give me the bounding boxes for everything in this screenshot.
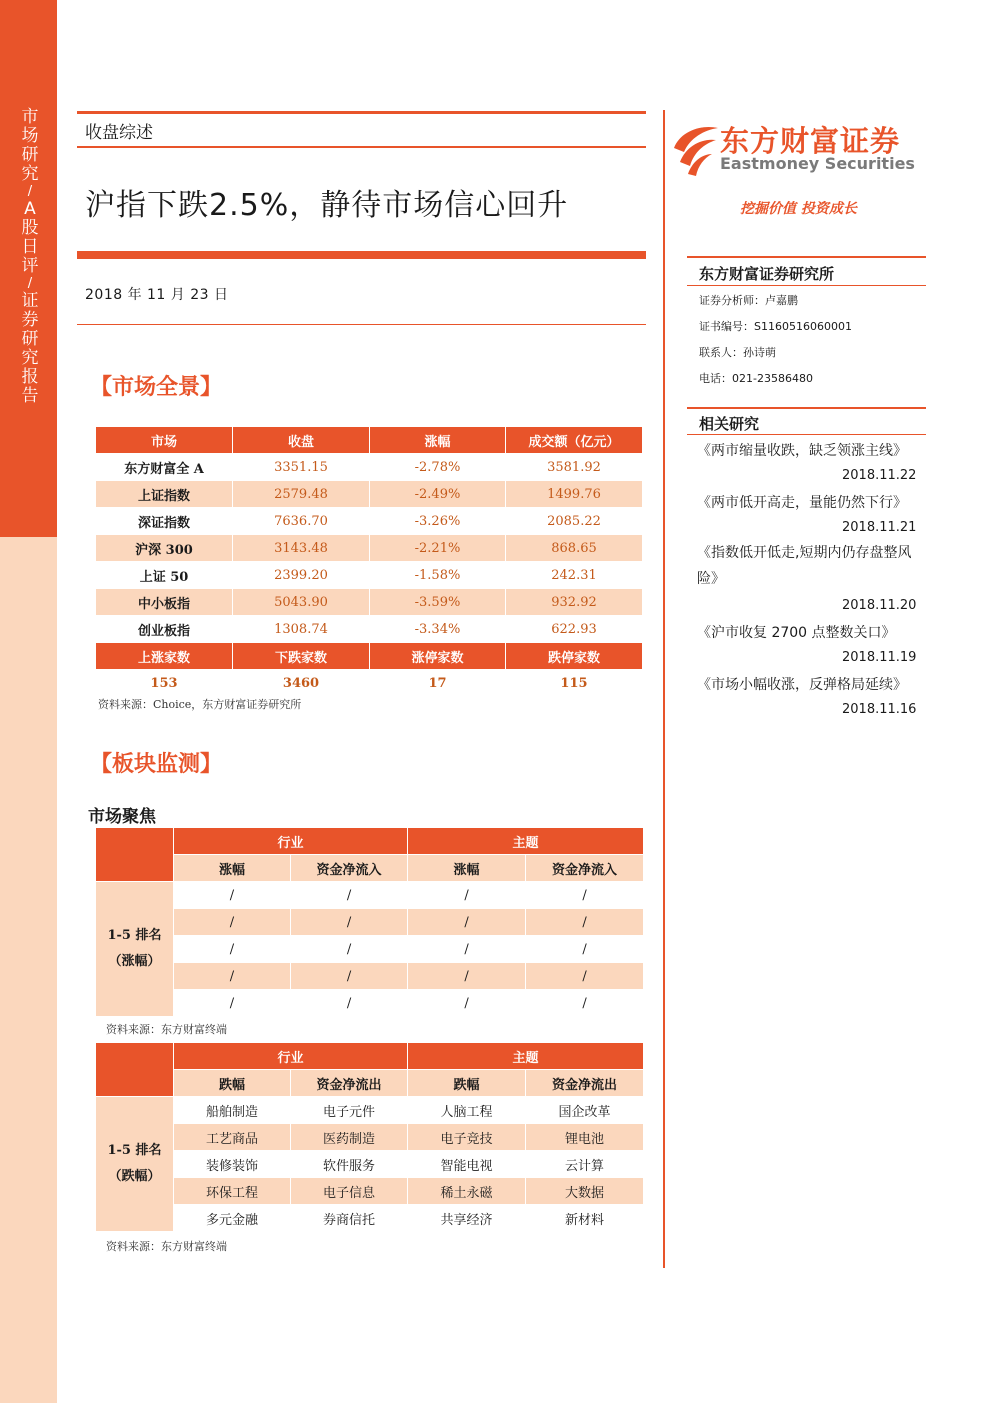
count-label-up: 上涨家数 bbox=[96, 643, 233, 670]
close-cell: 2579.48 bbox=[233, 481, 370, 508]
loss-corner bbox=[96, 1043, 174, 1097]
overview-row bbox=[96, 589, 643, 616]
institute-name: 东方财富证券研究所 bbox=[699, 265, 835, 283]
close-cell: 5043.90 bbox=[233, 589, 370, 616]
gain-group-industry: 行业 bbox=[174, 828, 408, 855]
close-cell: 3143.48 bbox=[233, 535, 370, 562]
vertical-glyph: 券 bbox=[21, 310, 39, 330]
sector-cell: / bbox=[526, 990, 644, 1017]
loss-group-theme: 主题 bbox=[408, 1043, 644, 1070]
loss-group-industry: 行业 bbox=[174, 1043, 408, 1070]
sector-row bbox=[96, 882, 644, 909]
header-rule-2 bbox=[77, 146, 646, 148]
vertical-glyph: 报 bbox=[21, 367, 39, 387]
related-item-date: 2018.11.19 bbox=[842, 650, 917, 665]
report-date: 2018 年 11 月 23 日 bbox=[85, 287, 229, 303]
gain-col-2: 资金净流入 bbox=[291, 855, 408, 882]
change-cell: -3.26% bbox=[370, 508, 506, 535]
turnover-cell: 622.93 bbox=[506, 616, 643, 643]
sector-cell: / bbox=[291, 963, 408, 990]
vertical-glyph: 证 bbox=[21, 291, 39, 311]
rank-row-label bbox=[96, 1097, 174, 1232]
change-cell: -2.78% bbox=[370, 454, 506, 481]
turnover-cell: 3581.92 bbox=[506, 454, 643, 481]
sector-cell: 医药制造 bbox=[291, 1124, 408, 1151]
rank-label-line-1: 1-5 排名 bbox=[107, 1143, 162, 1158]
sector-cell: 环保工程 bbox=[174, 1178, 291, 1205]
turnover-cell: 2085.22 bbox=[506, 508, 643, 535]
phone: 电话：021-23586480 bbox=[699, 372, 813, 385]
sector-cell: / bbox=[526, 963, 644, 990]
close-cell: 2399.20 bbox=[233, 562, 370, 589]
vertical-separator: / bbox=[27, 184, 33, 199]
related-item-title[interactable]: 《指数低开低走,短期内仍存盘整风险》 bbox=[697, 545, 912, 587]
sector-cell: 国企改革 bbox=[526, 1097, 644, 1124]
loss-rows bbox=[96, 1097, 644, 1232]
change-cell: -2.49% bbox=[370, 481, 506, 508]
overview-row bbox=[96, 616, 643, 643]
overview-row bbox=[96, 562, 643, 589]
loss-col-2: 资金净流出 bbox=[291, 1070, 408, 1097]
vertical-part-2 bbox=[19, 200, 41, 276]
sector-cell: / bbox=[174, 909, 291, 936]
vertical-glyph: A bbox=[24, 199, 36, 219]
count-value-limit-down: 115 bbox=[506, 670, 643, 697]
contact: 联系人：孙诗萌 bbox=[699, 346, 776, 359]
gain-col-1: 涨幅 bbox=[174, 855, 291, 882]
vertical-glyph: 研 bbox=[21, 145, 39, 165]
sector-row bbox=[96, 936, 644, 963]
vertical-separator: / bbox=[27, 276, 33, 291]
market-cell: 东方财富全 A bbox=[96, 454, 233, 481]
date-rule bbox=[77, 324, 646, 325]
sector-cell: / bbox=[174, 936, 291, 963]
sector-cell: 新材料 bbox=[526, 1205, 644, 1232]
related-item-title[interactable]: 《两市缩量收跌，缺乏领涨主线》 bbox=[697, 443, 907, 459]
sector-loss-table bbox=[95, 1042, 644, 1232]
sector-cell: 多元金融 bbox=[174, 1205, 291, 1232]
sector-gain-table bbox=[95, 827, 644, 1017]
market-cell: 中小板指 bbox=[96, 589, 233, 616]
related-item-date: 2018.11.20 bbox=[842, 598, 917, 613]
brand-slogan: 挖掘价值 投资成长 bbox=[740, 201, 857, 217]
col-header-turnover: 成交额（亿元） bbox=[506, 427, 643, 454]
col-header-close: 收盘 bbox=[233, 427, 370, 454]
col-header-change: 涨幅 bbox=[370, 427, 506, 454]
vertical-part-3 bbox=[19, 292, 41, 406]
sector-cell: / bbox=[174, 882, 291, 909]
vertical-glyph: 股 bbox=[21, 218, 39, 238]
related-rule-bottom bbox=[687, 434, 926, 435]
related-rule-top bbox=[687, 407, 926, 409]
count-label-down: 下跌家数 bbox=[233, 643, 370, 670]
sector-cell: 软件服务 bbox=[291, 1151, 408, 1178]
sector-cell: 船舶制造 bbox=[174, 1097, 291, 1124]
sector-cell: / bbox=[408, 936, 526, 963]
count-label-limit-up: 涨停家数 bbox=[370, 643, 506, 670]
sector-cell: / bbox=[408, 990, 526, 1017]
change-cell: -1.58% bbox=[370, 562, 506, 589]
sector-cell: 工艺商品 bbox=[174, 1124, 291, 1151]
sector-cell: / bbox=[526, 936, 644, 963]
sector-cell: / bbox=[291, 936, 408, 963]
vertical-category bbox=[19, 108, 41, 406]
sector-cell: 电子竞技 bbox=[408, 1124, 526, 1151]
cert-number: 证书编号：S1160516060001 bbox=[699, 320, 852, 333]
page-title: 沪指下跌2.5%，静待市场信心回升 bbox=[85, 188, 569, 223]
overview-row bbox=[96, 535, 643, 562]
sector-cell: / bbox=[291, 990, 408, 1017]
vertical-glyph: 日 bbox=[21, 237, 39, 257]
sector-cell: 券商信托 bbox=[291, 1205, 408, 1232]
turnover-cell: 1499.76 bbox=[506, 481, 643, 508]
sector-cell: / bbox=[174, 990, 291, 1017]
rank-label-line-2: （涨幅） bbox=[108, 954, 161, 969]
brand-name-cn: 东方财富证券 bbox=[720, 124, 901, 158]
sector-cell: 人脑工程 bbox=[408, 1097, 526, 1124]
analyst: 证券分析师：卢嘉鹏 bbox=[699, 294, 798, 307]
related-title: 相关研究 bbox=[699, 415, 760, 433]
market-cell: 创业板指 bbox=[96, 616, 233, 643]
title-rule-thick bbox=[77, 251, 646, 259]
institute-rule-bottom bbox=[687, 285, 926, 286]
sector-cell: 智能电视 bbox=[408, 1151, 526, 1178]
overview-heading: 【市场全景】 bbox=[90, 375, 223, 400]
sector-cell: 锂电池 bbox=[526, 1124, 644, 1151]
header-rule-top bbox=[77, 111, 646, 114]
related-item-date: 2018.11.22 bbox=[842, 468, 917, 483]
brand-name-en: Eastmoney Securities bbox=[720, 154, 915, 173]
section-label: 收盘综述 bbox=[85, 123, 153, 143]
gain-corner bbox=[96, 828, 174, 882]
vertical-glyph: 研 bbox=[21, 329, 39, 349]
sector-row bbox=[96, 1097, 644, 1124]
sector-cell: / bbox=[408, 882, 526, 909]
vertical-glyph: 究 bbox=[21, 348, 39, 368]
count-value-up: 153 bbox=[96, 670, 233, 697]
gain-col-4: 资金净流入 bbox=[526, 855, 644, 882]
close-cell: 1308.74 bbox=[233, 616, 370, 643]
sector-cell: / bbox=[291, 882, 408, 909]
sector-row bbox=[96, 909, 644, 936]
rank-label-line-2: （跌幅） bbox=[108, 1169, 161, 1184]
sector-cell: 电子元件 bbox=[291, 1097, 408, 1124]
related-item-date: 2018.11.16 bbox=[842, 702, 917, 717]
related-item-date: 2018.11.21 bbox=[842, 520, 917, 535]
sector-cell: / bbox=[408, 909, 526, 936]
overview-rows bbox=[96, 454, 643, 643]
institute-rule-top bbox=[687, 256, 926, 258]
vertical-glyph: 评 bbox=[21, 256, 39, 276]
sectors-subtitle: 市场聚焦 bbox=[88, 807, 156, 827]
turnover-cell: 868.65 bbox=[506, 535, 643, 562]
market-cell: 上证指数 bbox=[96, 481, 233, 508]
related-item-title[interactable]: 《市场小幅收涨，反弹格局延续》 bbox=[697, 677, 907, 693]
col-header-market: 市场 bbox=[96, 427, 233, 454]
rank-row-label bbox=[96, 882, 174, 1017]
sector-row bbox=[96, 990, 644, 1017]
sector-row bbox=[96, 1205, 644, 1232]
sector-cell: / bbox=[526, 882, 644, 909]
sector-row bbox=[96, 1178, 644, 1205]
sector-row bbox=[96, 1124, 644, 1151]
sector-cell: / bbox=[291, 909, 408, 936]
loss-col-3: 跌幅 bbox=[408, 1070, 526, 1097]
sector-cell: 云计算 bbox=[526, 1151, 644, 1178]
count-label-limit-down: 跌停家数 bbox=[506, 643, 643, 670]
sector-cell: 电子信息 bbox=[291, 1178, 408, 1205]
loss-col-1: 跌幅 bbox=[174, 1070, 291, 1097]
close-cell: 3351.15 bbox=[233, 454, 370, 481]
market-cell: 深证指数 bbox=[96, 508, 233, 535]
overview-table bbox=[95, 426, 643, 697]
turnover-cell: 932.92 bbox=[506, 589, 643, 616]
sectors-heading: 【板块监测】 bbox=[90, 752, 223, 777]
gain-source: 资料来源：东方财富终端 bbox=[106, 1023, 227, 1036]
overview-row bbox=[96, 508, 643, 535]
gain-group-theme: 主题 bbox=[408, 828, 644, 855]
vertical-glyph: 场 bbox=[21, 126, 39, 146]
overview-source: 资料来源：Choice，东方财富证券研究所 bbox=[98, 698, 302, 711]
column-divider bbox=[663, 110, 665, 1268]
overview-row bbox=[96, 481, 643, 508]
change-cell: -2.21% bbox=[370, 535, 506, 562]
market-cell: 上证 50 bbox=[96, 562, 233, 589]
close-cell: 7636.70 bbox=[233, 508, 370, 535]
related-item-title[interactable]: 《两市低开高走，量能仍然下行》 bbox=[697, 495, 907, 511]
sector-cell: / bbox=[174, 963, 291, 990]
overview-row bbox=[96, 454, 643, 481]
related-item-title[interactable]: 《沪市收复 2700 点整数关口》 bbox=[697, 625, 896, 641]
vertical-glyph: 究 bbox=[21, 164, 39, 184]
gain-col-3: 涨幅 bbox=[408, 855, 526, 882]
sector-cell: 装修装饰 bbox=[174, 1151, 291, 1178]
gain-rows bbox=[96, 882, 644, 1017]
market-cell: 沪深 300 bbox=[96, 535, 233, 562]
sector-row bbox=[96, 1151, 644, 1178]
change-cell: -3.34% bbox=[370, 616, 506, 643]
count-value-limit-up: 17 bbox=[370, 670, 506, 697]
vertical-glyph: 告 bbox=[21, 386, 39, 406]
turnover-cell: 242.31 bbox=[506, 562, 643, 589]
sector-cell: 稀土永磁 bbox=[408, 1178, 526, 1205]
loss-col-4: 资金净流出 bbox=[526, 1070, 644, 1097]
sector-row bbox=[96, 963, 644, 990]
sector-cell: / bbox=[526, 909, 644, 936]
vertical-glyph: 市 bbox=[21, 107, 39, 127]
loss-source: 资料来源：东方财富终端 bbox=[106, 1240, 227, 1253]
sector-cell: / bbox=[408, 963, 526, 990]
sector-cell: 大数据 bbox=[526, 1178, 644, 1205]
count-value-down: 3460 bbox=[233, 670, 370, 697]
change-cell: -3.59% bbox=[370, 589, 506, 616]
vertical-part-1 bbox=[19, 108, 41, 184]
sector-cell: 共享经济 bbox=[408, 1205, 526, 1232]
rank-label-line-1: 1-5 排名 bbox=[107, 928, 162, 943]
